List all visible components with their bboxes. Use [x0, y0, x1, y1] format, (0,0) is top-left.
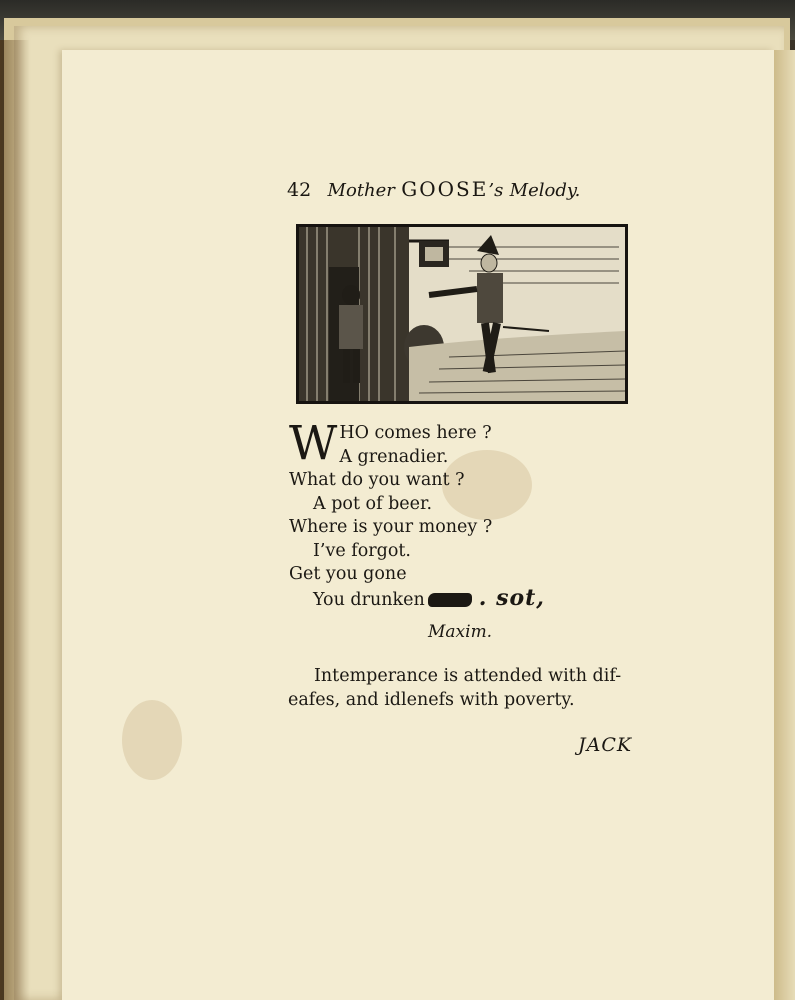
verse: [289, 416, 649, 612]
maxim-title: Maxim.: [428, 622, 493, 642]
verse-line: I’ve forgot.: [313, 540, 411, 561]
maxim-line: eafes, and idlenefs with poverty.: [288, 690, 575, 710]
verse-line: HO comes here ?: [339, 423, 492, 443]
drop-cap: W: [289, 416, 338, 471]
running-head-goose: GOOSE: [401, 177, 489, 201]
woodcut-grenadier-illustration: [296, 224, 628, 404]
page-number: 42: [287, 179, 312, 201]
ink-blot-icon: [428, 593, 472, 607]
verse-line-text: You drunken: [313, 589, 425, 610]
catchword: JACK: [578, 734, 633, 756]
running-head-mother: Mother: [327, 180, 395, 201]
spine-shadow: [0, 40, 30, 1000]
running-head-possessive: ’s: [488, 180, 504, 201]
maxim-text: [288, 664, 648, 712]
running-head: [287, 177, 580, 201]
verse-line: Get you gone: [289, 564, 407, 584]
page-right-edge: [774, 50, 795, 1000]
verse-line-last: [289, 584, 649, 613]
verse-line: A pot of beer.: [313, 493, 433, 514]
maxim-line: Intemperance is attended with dif-: [314, 666, 622, 686]
verse-line: Where is your money ?: [289, 517, 493, 537]
running-head-melody: Melody.: [509, 180, 581, 201]
verse-line: A grenadier.: [339, 446, 449, 467]
verse-line: What do you want ?: [289, 470, 465, 490]
handwritten-annotation: . sot,: [478, 584, 545, 611]
